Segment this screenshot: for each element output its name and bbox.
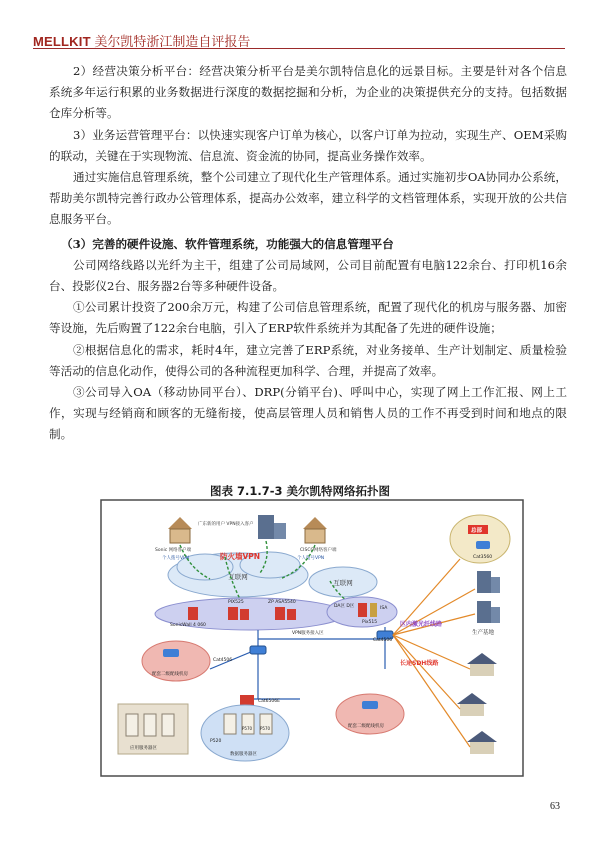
zone-label: VPN服务接入区 [292, 631, 324, 636]
vpn-label: 个人拨号VPN [162, 556, 190, 561]
remote-user-label: Sonic 网络客户端 [155, 548, 192, 553]
server-icon [126, 714, 174, 736]
device-label: ZP ASA5540 [268, 600, 296, 605]
paragraph: 2）经营决策分析平台：经营决策分析平台是美尔凯特信息化的远景目标。主要是针对各个信息系统多年运行积累的业务数据进行深度的数据挖掘和分析，为企业的决策提供充分的支持。包括数据仓库分析等。 [49, 64, 567, 121]
device-label: Cat6506E [258, 699, 280, 704]
figure-caption: 图表 7.1.7-3 美尔凯特网络拓扑图 [209, 484, 391, 498]
link-label: 区内激光纤线路 [400, 621, 443, 628]
remote-user-label: CISCO网络客户端 [300, 548, 337, 553]
zone-label: 应用服务器区 [130, 746, 157, 751]
hq-label: 总部 [471, 528, 483, 534]
switch-icon [250, 646, 266, 654]
device-label: DA区 D区 [334, 604, 355, 609]
site-label: 生产基地 [472, 630, 495, 636]
device-label: ISA [380, 606, 388, 611]
firewall-vpn-label: 防火墙VPN [220, 552, 261, 561]
remote-user-label: 广东新的用户 VPN接入客户 [198, 522, 254, 527]
page-header [33, 28, 565, 49]
section-heading: （3）完善的硬件设施、软件管理系统，功能强大的信息管理平台 [61, 236, 394, 251]
device-label: P520 [210, 739, 222, 744]
server-icon [224, 714, 272, 734]
device-label: Cat3560 [473, 555, 493, 560]
paragraph: ③公司导入OA（移动协同平台）、DRP(分销平台)、呼叫中心，实现了网上工作汇报、网上工作，实现与经销商和顾客的无缝衔接，使高层管理人员和销售人员的工作不再受到时间和地点的限制。 [49, 385, 567, 442]
brand-name: MELLKIT [33, 34, 91, 49]
cloud-label: 互联网 [333, 579, 353, 587]
zone-label: 数据服务器区 [230, 752, 257, 757]
vpn-label: 个人拨号VPN [297, 556, 325, 561]
paragraph: 通过实施信息管理系统，整个公司建立了现代化生产管理体系。通过实施初步OA协同办公系统，帮助美尔凯特完善行政办公管理体系，提高办公效率，建立科学的文档管理体系，实现开放的公共信息服务平台。 [49, 170, 567, 227]
device-label: P570 [242, 726, 253, 731]
network-topology-diagram [100, 499, 524, 777]
body-text [49, 61, 567, 446]
internet-cloud-right [309, 567, 377, 597]
server-icon [370, 603, 377, 617]
device-label: SonicWall 4 060 [170, 623, 206, 628]
zone-label: 配套二级配线机房 [152, 672, 188, 677]
cloud-label: 互联网 [228, 573, 248, 581]
paragraph: 公司网络线路以光纤为主干，组建了公司局域网，公司目前配置有电脑122余台、打印机16余台、投影仪2台、服务器2台等多种硬件设备。 [49, 257, 567, 294]
device-label: Pix515 [362, 620, 378, 625]
link-label: 长途SDH线路 [400, 660, 439, 667]
device-label: Cat4506 [213, 658, 233, 663]
switch-icon [163, 649, 179, 657]
switch-icon [362, 701, 378, 709]
header-brand [33, 31, 250, 50]
page-number: 63 [550, 801, 560, 812]
report-title: 美尔凯特浙江制造自评报告 [94, 34, 251, 49]
device-label: Cat4506 [373, 638, 393, 643]
zone-label: 配套二级配线机房 [348, 724, 384, 729]
server-icon [358, 603, 367, 617]
switch-icon [476, 541, 490, 549]
paragraph: ②根据信息化的需求，耗时4年，建立完善了ERP系统，对业务接单、生产计划制定、质量检验等活动的信息化动作，使得公司的各种流程更加科学、合理，并提高了效率。 [49, 342, 567, 378]
device-label: P570 [260, 726, 271, 731]
paragraph: 3）业务运营管理平台：以快速实现客户订单为核心，以客户订单为拉动，实现生产、OEM采购的联动，关键在于实现物流、信息流、资金流的协同，提高业务操作效率。 [49, 127, 567, 163]
firewall-icon [188, 607, 198, 620]
device-label: PIX525 [228, 600, 244, 605]
paragraph: ①公司累计投资了200余万元，构建了公司信息管理系统，配置了现代化的机房与服务器、加密等设施，先后购置了122余台电脑，引入了ERP软件系统并为其配备了先进的硬件设施； [49, 300, 567, 336]
